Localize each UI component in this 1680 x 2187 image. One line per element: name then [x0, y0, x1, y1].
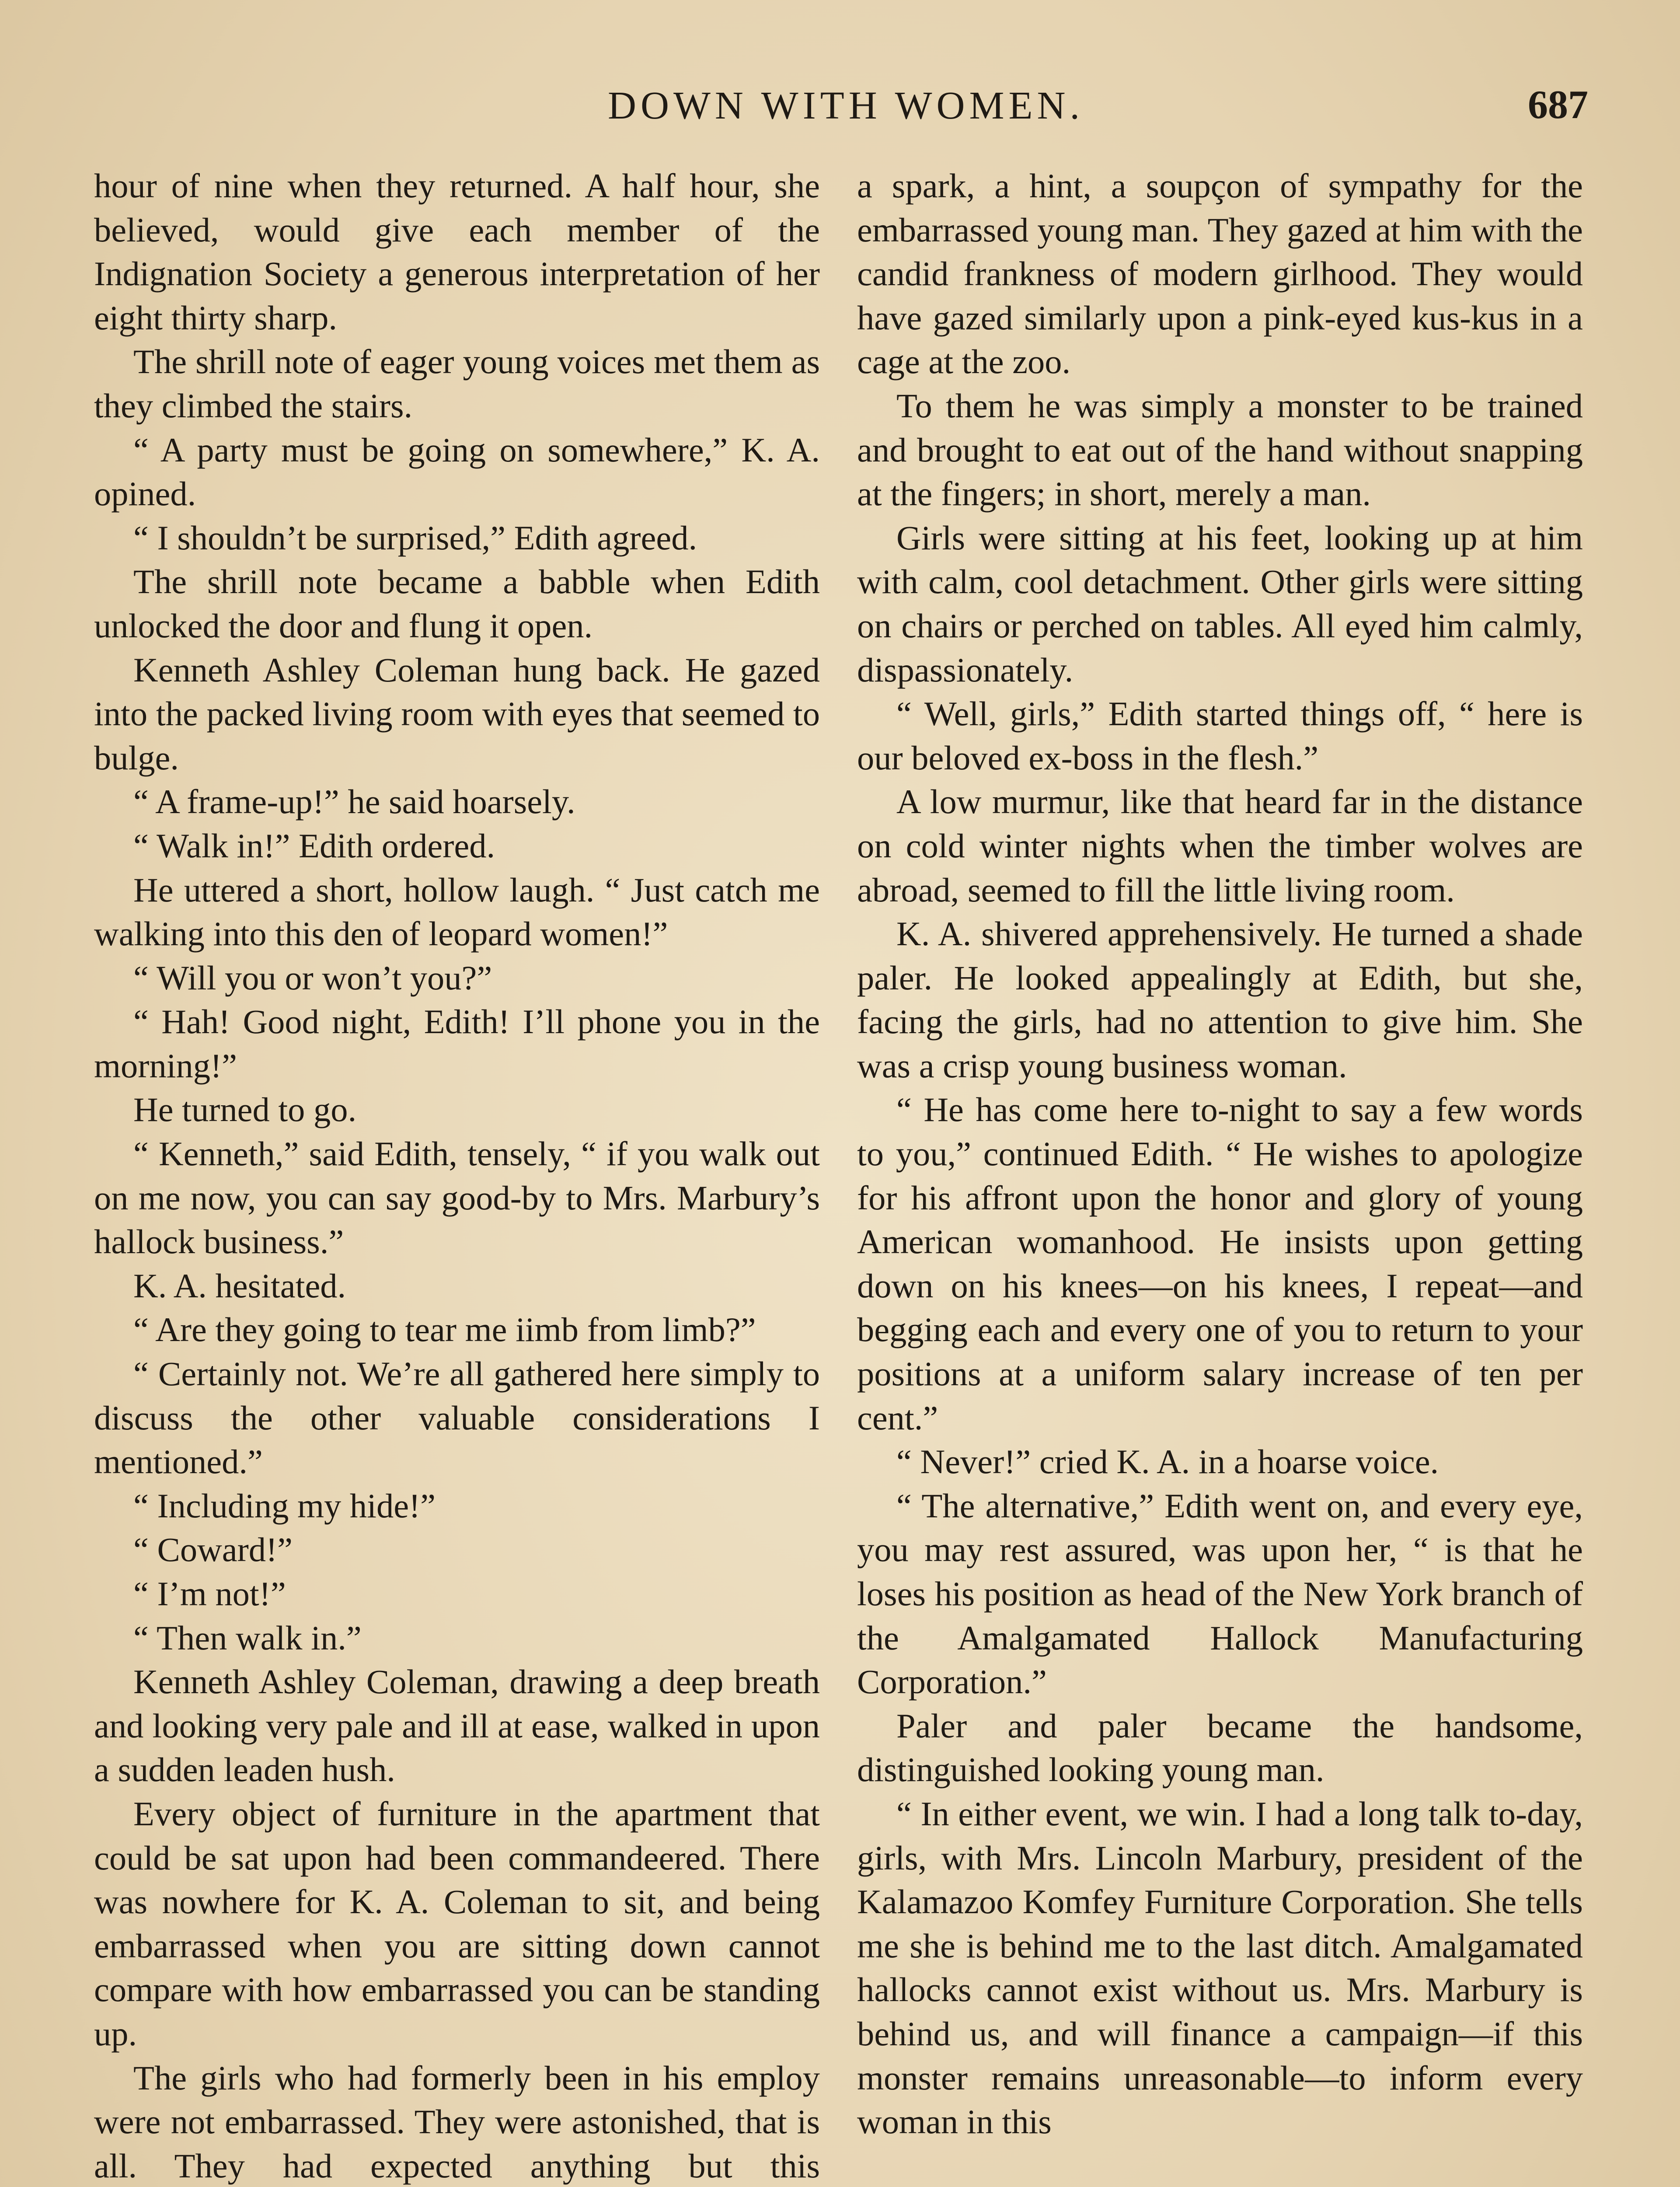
- paragraph: He uttered a short, hollow laugh. “ Just catch me walking into this den of leopard women!”: [94, 870, 820, 953]
- paragraph: Kenneth Ashley Coleman, drawing a deep breath and looking very pale and ill at ease, walked in upon a sudden leaden hush.: [94, 1663, 820, 1789]
- paragraph: hour of nine when they returned. A half hour, she believed, would give each member of the Indignation Society a generous interpretation of her eight thirty sharp.: [94, 167, 820, 337]
- paragraph: “ Well, girls,” Edith started things off, “ here is our beloved ex-boss in the flesh.”: [857, 695, 1583, 777]
- paragraph: He turned to go.: [133, 1090, 357, 1129]
- paragraph: “ Kenneth,” said Edith, tensely, “ if you walk out on me now, you can say good-by to Mrs. Marbury’s hallock business.”: [94, 1135, 820, 1261]
- paragraph: “ Are they going to tear me iimb from limb?”: [133, 1310, 756, 1349]
- paragraph: “ Walk in!” Edith ordered.: [133, 826, 495, 865]
- paragraph: Girls were sitting at his feet, looking up at him with calm, cool detachment. Other girls were sitting on chairs or perched on tables. All eyed him calmly, dispassionately.: [857, 518, 1583, 689]
- page-header: [0, 79, 1680, 140]
- page-number: 687: [1528, 82, 1588, 127]
- paragraph: “ I’m not!”: [133, 1575, 286, 1613]
- running-title: DOWN WITH WOMEN.: [608, 84, 1084, 127]
- paragraph: Paler and paler became the handsome, distinguished looking young man.: [857, 1706, 1583, 1789]
- paragraph: “ Certainly not. We’re all gathered here simply to discuss the other valuable considerations I mentioned.”: [94, 1355, 820, 1481]
- paragraph: “ Hah! Good night, Edith! I’ll phone you in the morning!”: [94, 1003, 820, 1085]
- paragraph: a spark, a hint, a soupçon of sympathy for the embarrassed young man. They gazed at him with the candid frankness of modern girlhood. They would have gazed similarly upon a pink-eyed kus-kus in a cage at the zoo.: [857, 167, 1583, 381]
- paragraph: “ The alternative,” Edith went on, and every eye, you may rest assured, was upon her, “ is that he loses his position as head of the New York branch of the Amalgamated Hallock Manufacturing Corporation.”: [857, 1486, 1583, 1701]
- paragraph: Kenneth Ashley Coleman hung back. He gazed into the packed living room with eyes that seemed to bulge.: [94, 650, 820, 777]
- paragraph: “ Coward!”: [133, 1530, 293, 1569]
- paragraph: To them he was simply a monster to be trained and brought to eat out of the hand without snapping at the fingers; in short, merely a man.: [857, 386, 1583, 513]
- paragraph: The shrill note of eager young voices met them as they climbed the stairs.: [94, 342, 820, 425]
- paragraph: Every object of furniture in the apartment that could be sat upon had been commandeered. There was nowhere for K. A. Coleman to sit, and being embarrassed when you are sitting down cannot compare with how embarrassed you can be standing up.: [94, 1794, 820, 2053]
- left-column: [94, 164, 820, 2187]
- paragraph: K. A. shivered apprehensively. He turned a shade paler. He looked appealingly at Edith, but she, facing the girls, had no attention to give him. She was a crisp young business woman.: [857, 915, 1583, 1085]
- paragraph: “ I shouldn’t be surprised,” Edith agreed.: [133, 518, 697, 557]
- paragraph: “ A party must be going on somewhere,” K. A. opined.: [94, 430, 820, 513]
- paragraph: The girls who had formerly been in his employ were not embarrassed. They were astonished, that is all. They had expected anything but this: [94, 2058, 820, 2185]
- paragraph: “ Will you or won’t you?”: [133, 958, 492, 997]
- paragraph: “ He has come here to-night to say a few words to you,” continued Edith. “ He wishes to apologize for his affront upon the honor and glory of young American womanhood. He insists upon getting down on his knees—on his knees, I repeat—and begging each and every one of you to return to your positions at a uniform salary increase of ten per cent.”: [857, 1090, 1583, 1437]
- paragraph: “ Never!” cried K. A. in a hoarse voice.: [896, 1443, 1439, 1481]
- paragraph: “ A frame-up!” he said hoarsely.: [133, 783, 575, 821]
- paragraph: “ In either event, we win. I had a long talk to-day, girls, with Mrs. Lincoln Marbury, president of the Kalamazoo Komfey Furniture Corporation. She tells me she is behind me to the last ditch. Amalgamated hallocks cannot exist without us. Mrs. Marbury is behind us, and will finance a campaign—if this monster remains unreasonable—to inform every woman in this: [857, 1794, 1583, 2141]
- paragraph: “ Including my hide!”: [133, 1486, 436, 1525]
- paragraph: K. A. hesitated.: [133, 1266, 346, 1305]
- paragraph: The shrill note became a babble when Edith unlocked the door and flung it open.: [94, 562, 820, 645]
- right-column: [857, 164, 1583, 2144]
- paragraph: A low murmur, like that heard far in the distance on cold winter nights when the timber wolves are abroad, seemed to fill the little living room.: [857, 783, 1583, 909]
- paragraph: “ Then walk in.”: [133, 1618, 362, 1657]
